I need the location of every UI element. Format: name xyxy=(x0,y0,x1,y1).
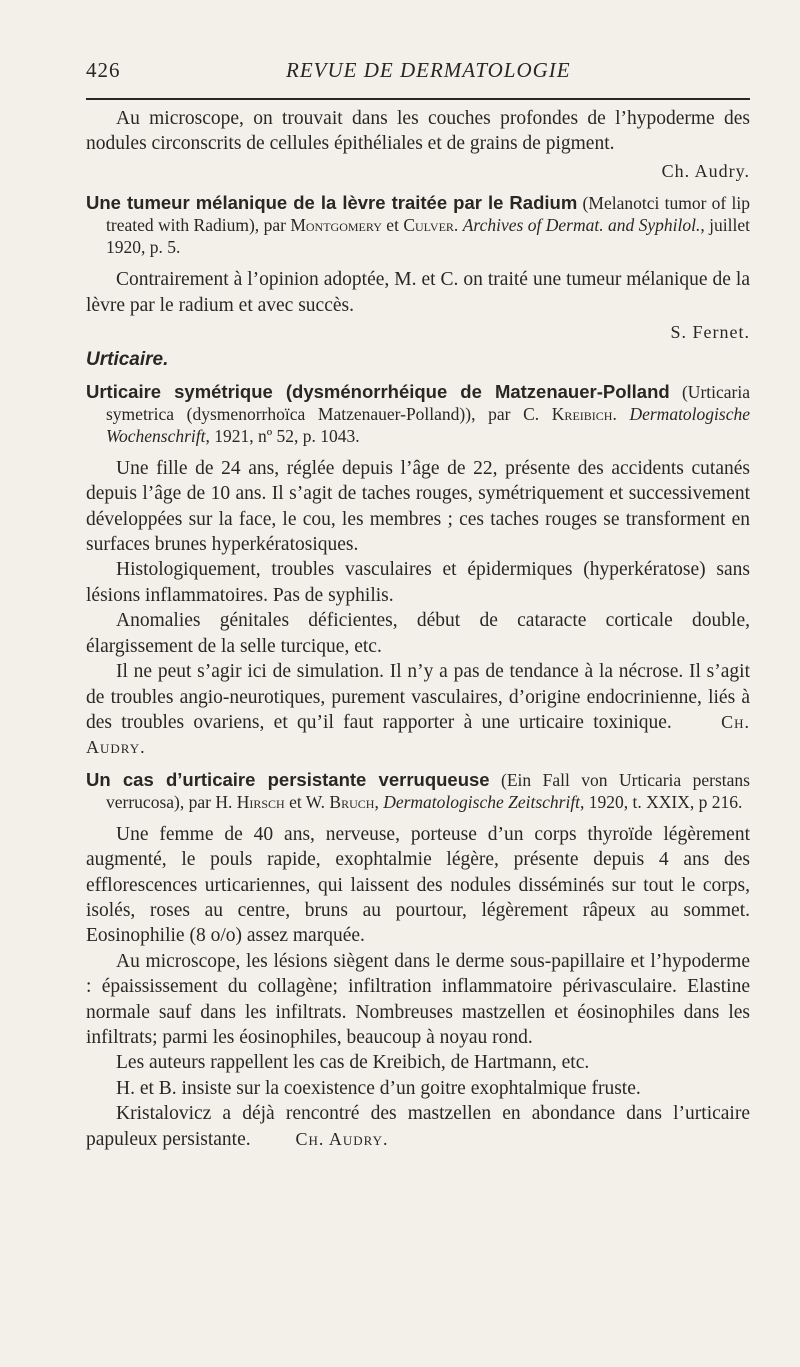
entry-paragraph-with-signature xyxy=(86,659,750,761)
journal-name: Archives of Dermat. and Syphilol. xyxy=(462,215,701,236)
journal-title: REVUE DE DERMATOLOGIE xyxy=(286,58,571,82)
header-rule xyxy=(86,98,750,100)
entry-title: Une tumeur mélanique de la lèvre traitée par le Radium xyxy=(86,192,578,214)
author-name: Culver xyxy=(403,215,454,236)
article-body xyxy=(86,106,750,1152)
entry-reference: (Melanotci tumor of lip treated with Radium), par xyxy=(106,193,750,236)
entry-reference: et xyxy=(381,215,404,236)
entry-paragraph: Anomalies génitales déficientes, début de cataracte corticale double, élargissement de la selle turcique, etc. xyxy=(86,610,750,657)
entry-reference: (Ein Fall von Urticaria perstans verrucosa), par H. xyxy=(106,769,750,812)
author-name: Montgomery xyxy=(290,215,382,236)
intro-paragraph: Au microscope, on trouvait dans les couches profondes de l’hypoderme des nodules circonscrits de cellules épithéliales et de grains de pigment. xyxy=(86,108,750,155)
entry-reference: , juillet 1920, p. 5. xyxy=(106,215,750,258)
entry-paragraph-with-signature xyxy=(86,1101,750,1152)
entry-heading-urticaire-verruqueuse xyxy=(86,769,750,813)
entry-reference: et W. xyxy=(284,791,330,812)
running-header xyxy=(0,58,800,90)
section-title: Urticaire. xyxy=(86,349,169,371)
author-name: Hirsch xyxy=(236,791,285,812)
journal-name: Dermatologische Zeitschrift xyxy=(383,791,581,812)
entry-signature: Ch. Audry. xyxy=(295,1128,389,1149)
entry-paragraph: Histologiquement, troubles vasculaires et épidermiques (hyperkératose) sans lésions inflammatoires. Pas de syphilis. xyxy=(86,559,750,606)
entry-paragraph: Une femme de 40 ans, nerveuse, porteuse d’un corps thyroïde légèrement augmenté, le pouls rapide, exophtalmie légère, présente depuis 4 ans des efflorescences urticariennes, qui laissent des nodules disséminés sur tout le corps, isolés, roses au centre, bruns au pourtour, légèrement râpeux au sommet. Eosinophilie (8 o/o) assez marquée. xyxy=(86,823,750,947)
entry-paragraph-text: Il ne peut s’agir ici de simulation. Il n’y a pas de tendance à la nécrose. Il s’agit de troubles angio-neurotiques, purement vasculaires, d’origine endocrinienne, liés à des troubles ovariens, et qu’il faut rapporter à une urticaire toxinique. xyxy=(86,661,750,733)
entry-paragraph: Au microscope, les lésions siègent dans le derme sous-papillaire et l’hypoderme : épaississement du collagène; infiltration inflammatoire périvasculaire. Elastine normale sauf dans les infiltrats. Nombreuses mastzellen et éosinophiles dans les infiltrats; parmi les éosinophiles, beaucoup à noyau rond. xyxy=(86,950,750,1048)
author-name: Kreibich xyxy=(551,403,613,424)
entry-paragraph: H. et B. insiste sur la coexistence d’un goitre exophtalmique fruste. xyxy=(116,1077,641,1099)
entry-reference: , xyxy=(374,791,384,812)
entry-paragraph-text: Kristalovicz a déjà rencontré des mastzellen en abondance dans l’urticaire papuleux persistante. xyxy=(86,1103,750,1150)
entry-title: Urticaire symétrique (dysménorrhéique de Matzenauer-Polland xyxy=(86,380,670,402)
entry-signature: Ch. Audry. xyxy=(86,711,750,758)
entry-reference: (Urticaria symetrica (dysmenorrhoïca Matzenauer-Polland)), par C. xyxy=(106,381,750,424)
page-number: 426 xyxy=(86,58,121,82)
entry-reference: , 1920, t. XXIX, p 216. xyxy=(580,791,743,812)
entry-title: Un cas d’urticaire persistante verruqueuse xyxy=(86,768,490,790)
entry-heading-melanome xyxy=(86,192,750,258)
entry-paragraph: Une fille de 24 ans, réglée depuis l’âge de 22, présente des accidents cutanés depuis l’âge de 10 ans. Il s’agit de taches rouges, symétriquement et successivement développées sur la face, le cou, les membres ; ces taches rouges se transforment en surfaces brunes hyperkératosiques. xyxy=(86,457,750,556)
journal-name: Dermatologische Wochenschrift xyxy=(106,403,751,446)
entry-reference: . xyxy=(453,215,463,236)
entry-reference: . xyxy=(612,403,630,424)
entry-paragraph: Les auteurs rappellent les cas de Kreibich, de Hartmann, etc. xyxy=(116,1052,590,1074)
intro-signature: Ch. Audry. xyxy=(661,160,750,181)
entry-signature: S. Fernet. xyxy=(670,322,750,343)
entry-reference: , 1921, nº 52, p. 1043. xyxy=(205,425,360,446)
author-name: Bruch xyxy=(329,791,375,812)
entry-paragraph: Contrairement à l’opinion adoptée, M. et C. on traité une tumeur mélanique de la lèvre par le radium et avec succès. xyxy=(86,269,750,316)
entry-heading-urticaire-symetrique xyxy=(86,381,750,447)
